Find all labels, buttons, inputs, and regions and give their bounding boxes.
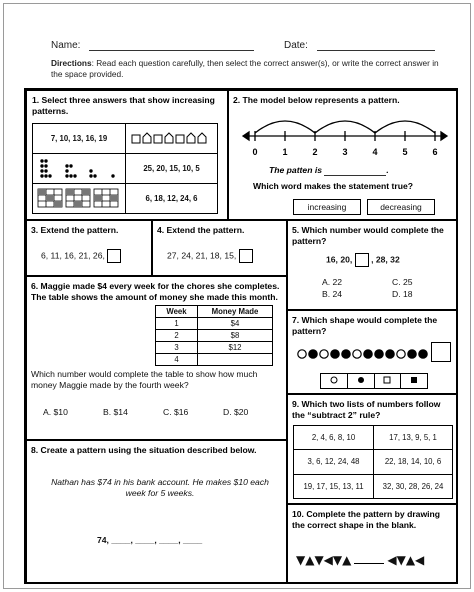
table-header-week: Week: [156, 306, 198, 318]
question-2: [228, 90, 458, 220]
q1-choice-d-text: 25, 20, 15, 10, 5: [143, 164, 200, 173]
question-3: [26, 220, 152, 276]
q7-choice-open-square[interactable]: [374, 374, 401, 389]
q2-pattern-prompt: The patten is: [269, 165, 323, 175]
q6-question: Which number would complete the table to show how much money Maggie made by the fourth week?: [31, 369, 258, 390]
q9-choice[interactable]: 17, 13, 9, 5, 1: [374, 426, 453, 450]
q6-choice-a[interactable]: A. $10: [43, 407, 68, 417]
directions: [51, 58, 451, 80]
worksheet-page: [3, 3, 471, 589]
q1-choice-c[interactable]: [33, 154, 126, 184]
question-4: [152, 220, 287, 276]
q4-sequence-text: 27, 24, 21, 18, 15,: [167, 250, 237, 261]
triangle-shapes-left: ▼▲▼◀▼▲: [296, 553, 352, 567]
table-header-money: Money Made: [198, 306, 273, 318]
q2-question: Which word makes the statement true?: [253, 181, 413, 191]
q2-pattern-statement: The patten is .: [269, 165, 389, 175]
q3-sequence-text: 6, 11, 16, 21, 26,: [41, 250, 105, 261]
q1-choice-d[interactable]: [126, 154, 218, 184]
q5-title: 5. Which number would complete the pattern?: [292, 225, 444, 246]
q1-choice-a-text: 7, 10, 13, 16, 19: [50, 134, 108, 143]
grid-squares-pattern: [36, 187, 122, 209]
q4-title: 4. Extend the pattern.: [157, 225, 245, 235]
question-7: [287, 310, 458, 394]
q9-choice[interactable]: 32, 30, 28, 26, 24: [374, 474, 453, 498]
q9-choice[interactable]: 2, 4, 6, 8, 10: [294, 426, 374, 450]
name-field[interactable]: [51, 40, 254, 51]
q10-answer-blank[interactable]: [354, 554, 384, 564]
table-cell: 1: [156, 318, 198, 330]
q9-choice-grid: [293, 425, 453, 499]
q1-choice-grid: [32, 123, 218, 214]
nl-label-5: 5: [402, 147, 408, 157]
questions-grid: [24, 88, 458, 584]
q1-choice-a[interactable]: [33, 124, 126, 154]
dots-pattern: [37, 157, 121, 179]
question-9: [287, 394, 458, 504]
q1-choice-b[interactable]: [126, 124, 218, 154]
q1-choice-f-text: 6, 18, 12, 24, 6: [145, 194, 198, 203]
nl-label-3: 3: [342, 147, 348, 157]
triangle-shapes-right: ◀▼▲◀: [387, 553, 425, 567]
question-6: [26, 276, 287, 440]
option-decreasing[interactable]: decreasing: [367, 199, 435, 215]
question-1: [26, 90, 228, 220]
q5-choice-a[interactable]: A. 22: [322, 277, 343, 287]
nl-label-1: 1: [282, 147, 288, 157]
q7-answer-box[interactable]: [431, 342, 451, 362]
q8-title: 8. Create a pattern using the situation described below.: [31, 445, 257, 455]
q7-choice-filled-circle[interactable]: [347, 374, 374, 389]
triangle-pattern: [296, 553, 424, 567]
nl-label-2: 2: [312, 147, 318, 157]
q6-title: 6. Maggie made $4 every week for the chores she completes. The table shows the amount of money she made this month.: [31, 281, 280, 302]
houses-shape-pattern: [130, 132, 214, 144]
table-cell: 4: [156, 354, 198, 366]
name-label: Name:: [51, 40, 81, 51]
q10-title: 10. Complete the pattern by drawing the correct shape in the blank.: [292, 509, 441, 530]
money-table: [155, 305, 273, 366]
table-cell-blank[interactable]: [198, 354, 273, 366]
question-8: [26, 440, 287, 584]
table-cell: $4: [198, 318, 273, 330]
q4-sequence: [167, 249, 253, 263]
q6-choice-b[interactable]: B. $14: [103, 407, 128, 417]
table-cell: 3: [156, 342, 198, 354]
nl-label-0: 0: [252, 147, 258, 157]
q9-choice[interactable]: 22, 18, 14, 10, 6: [374, 450, 453, 474]
q3-sequence: [41, 249, 121, 263]
date-line: [317, 41, 435, 51]
table-cell: $8: [198, 330, 273, 342]
nl-label-6: 6: [432, 147, 438, 157]
q9-choice[interactable]: 3, 6, 12, 24, 48: [294, 450, 374, 474]
directions-text: : Read each question carefully, then select the correct answer(s), or write the correct answer in the space provided.: [51, 58, 439, 79]
q5-seq-end: , 28, 32: [371, 254, 400, 265]
q2-title: 2. The model below represents a pattern.: [233, 95, 400, 105]
q5-seq-start: 16, 20,: [326, 254, 353, 265]
q4-answer-box[interactable]: [239, 249, 253, 263]
nl-label-4: 4: [372, 147, 378, 157]
q7-title: 7. Which shape would complete the pattern?: [292, 315, 438, 336]
q7-choice-filled-square[interactable]: [401, 374, 428, 389]
q7-choice-open-circle[interactable]: [321, 374, 348, 389]
q6-choice-c[interactable]: C. $16: [163, 407, 189, 417]
q2-answer-line[interactable]: [324, 167, 386, 176]
q5-choice-c[interactable]: C. 25: [392, 277, 413, 287]
q1-choice-e[interactable]: [33, 184, 126, 214]
question-5: [287, 220, 458, 310]
q9-choice[interactable]: 19, 17, 15, 13, 11: [294, 474, 374, 498]
date-label: Date:: [284, 40, 308, 51]
date-field[interactable]: [284, 40, 435, 51]
q5-choice-b[interactable]: B. 24: [322, 289, 343, 299]
q8-scenario: Nathan has $74 in his bank account. He makes $10 each week for 5 weeks.: [51, 477, 269, 498]
table-cell: $12: [198, 342, 273, 354]
q6-choice-d[interactable]: D. $20: [223, 407, 249, 417]
q5-sequence: [326, 253, 400, 267]
name-line: [89, 41, 254, 51]
q1-title: 1. Select three answers that show increasing patterns.: [32, 95, 215, 116]
q7-choices: [320, 373, 428, 389]
number-line: [239, 109, 451, 161]
directions-label: Directions: [51, 58, 92, 68]
q3-title: 3. Extend the pattern.: [31, 225, 119, 235]
option-increasing[interactable]: increasing: [293, 199, 361, 215]
q3-answer-box[interactable]: [107, 249, 121, 263]
q5-choice-d[interactable]: D. 18: [392, 289, 413, 299]
q5-answer-box[interactable]: [355, 253, 369, 267]
q8-answer-line[interactable]: 74, ____, ____, ____, ____: [97, 535, 203, 545]
q9-title: 9. Which two lists of numbers follow the “subtract 2” rule?: [292, 399, 441, 420]
question-10: [287, 504, 458, 584]
table-cell: 2: [156, 330, 198, 342]
q1-choice-f[interactable]: [126, 184, 218, 214]
